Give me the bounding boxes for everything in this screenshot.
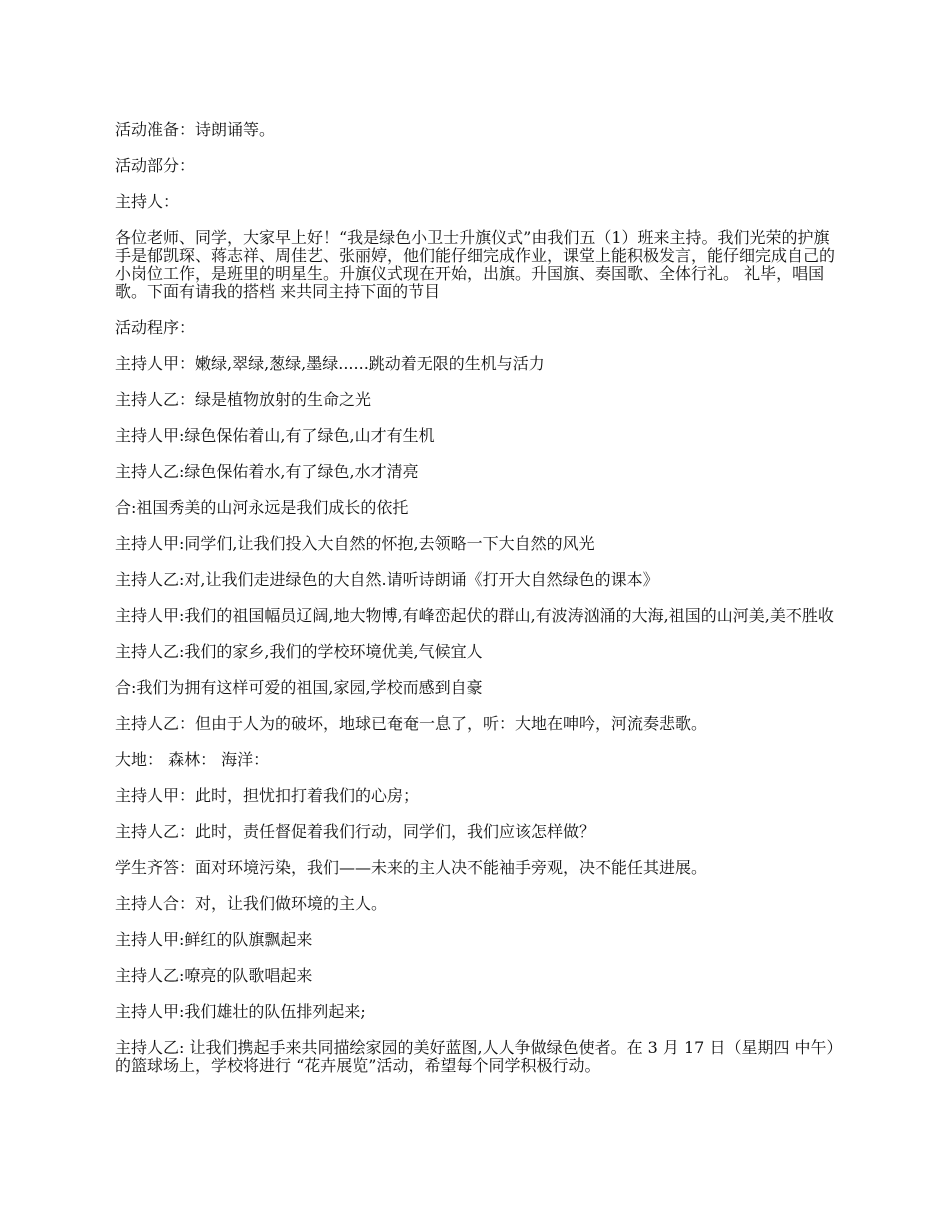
paragraph-line: 主持人合：对，让我们做环境的主人。 bbox=[115, 894, 388, 913]
paragraph-closing: 主持人乙: 让我们携起手来共同描绘家园的美好蓝图,人人争做绿色使者。在 3 月 17 日（星期四 中午）的篮球场上，学校将进行 “花卉展览”活动，希望每个同学积极行动。 bbox=[115, 1038, 835, 1075]
paragraph-line: 主持人乙:嘹亮的队歌唱起来 bbox=[115, 966, 313, 985]
paragraph-line: 主持人甲:鲜红的队旗飘起来 bbox=[115, 930, 313, 949]
paragraph-line: 主持人乙：但由于人为的破坏，地球已奄奄一息了，听：大地在呻吟，河流奏悲歌。 bbox=[115, 714, 708, 733]
paragraph-host-label: 主持人： bbox=[115, 192, 180, 211]
paragraph-line: 大地： 森林： 海洋： bbox=[115, 750, 270, 769]
paragraph-line: 主持人乙：此时，责任督促着我们行动，同学们，我们应该怎样做？ bbox=[115, 822, 596, 841]
paragraph-line: 主持人乙：绿是植物放射的生命之光 bbox=[115, 390, 372, 409]
paragraph-line: 主持人甲：嫩绿,翠绿,葱绿,墨绿......跳动着无限的生机与活力 bbox=[115, 354, 545, 373]
paragraph-opening-speech: 各位老师、同学，大家早上好！“我是绿色小卫士升旗仪式”由我们五（1）班来主持。我们光荣的护旗手是郁凯琛、蒋志祥、周佳艺、张丽婷，他们能仔细完成作业，课堂上能积极发言，能仔细完成自己的小岗位工作，是班里的明星生。升旗仪式现在开始，出旗。升国旗、奏国歌、全体行礼。 礼毕，唱国歌。下面有请我的搭档 来共同主持下面的节目 bbox=[115, 228, 836, 301]
paragraph-line: 合:我们为拥有这样可爱的祖国,家园,学校而感到自豪 bbox=[115, 678, 483, 697]
paragraph-line: 主持人甲:绿色保佑着山,有了绿色,山才有生机 bbox=[115, 426, 435, 445]
paragraph-line: 主持人甲:我们的祖国幅员辽阔,地大物博,有峰峦起伏的群山,有波涛汹涌的大海,祖国的山河美,美不胜收 bbox=[115, 606, 834, 625]
paragraph-line: 主持人乙:对,让我们走进绿色的大自然.请听诗朗诵《打开大自然绿色的课本》 bbox=[115, 570, 659, 589]
paragraph-line: 主持人甲:同学们,让我们投入大自然的怀抱,去领略一下大自然的风光 bbox=[115, 534, 595, 553]
paragraph-line: 合:祖国秀美的山河永远是我们成长的依托 bbox=[115, 498, 409, 517]
document-body bbox=[115, 121, 840, 1093]
paragraph-activity-section: 活动部分： bbox=[115, 156, 196, 175]
paragraph-line: 主持人甲:我们雄壮的队伍排列起来; bbox=[115, 1002, 366, 1021]
paragraph-line: 主持人乙:我们的家乡,我们的学校环境优美,气候宜人 bbox=[115, 642, 483, 661]
paragraph-line: 主持人乙:绿色保佑着水,有了绿色,水才清亮 bbox=[115, 462, 419, 481]
paragraph-line: 主持人甲：此时，担忧扣打着我们的心房； bbox=[115, 786, 420, 805]
paragraph-line: 学生齐答：面对环境污染，我们——未来的主人决不能袖手旁观，决不能任其进展。 bbox=[115, 858, 708, 877]
paragraph-activity-program: 活动程序： bbox=[115, 318, 196, 337]
paragraph-activity-preparation: 活动准备：诗朗诵等。 bbox=[115, 120, 276, 139]
